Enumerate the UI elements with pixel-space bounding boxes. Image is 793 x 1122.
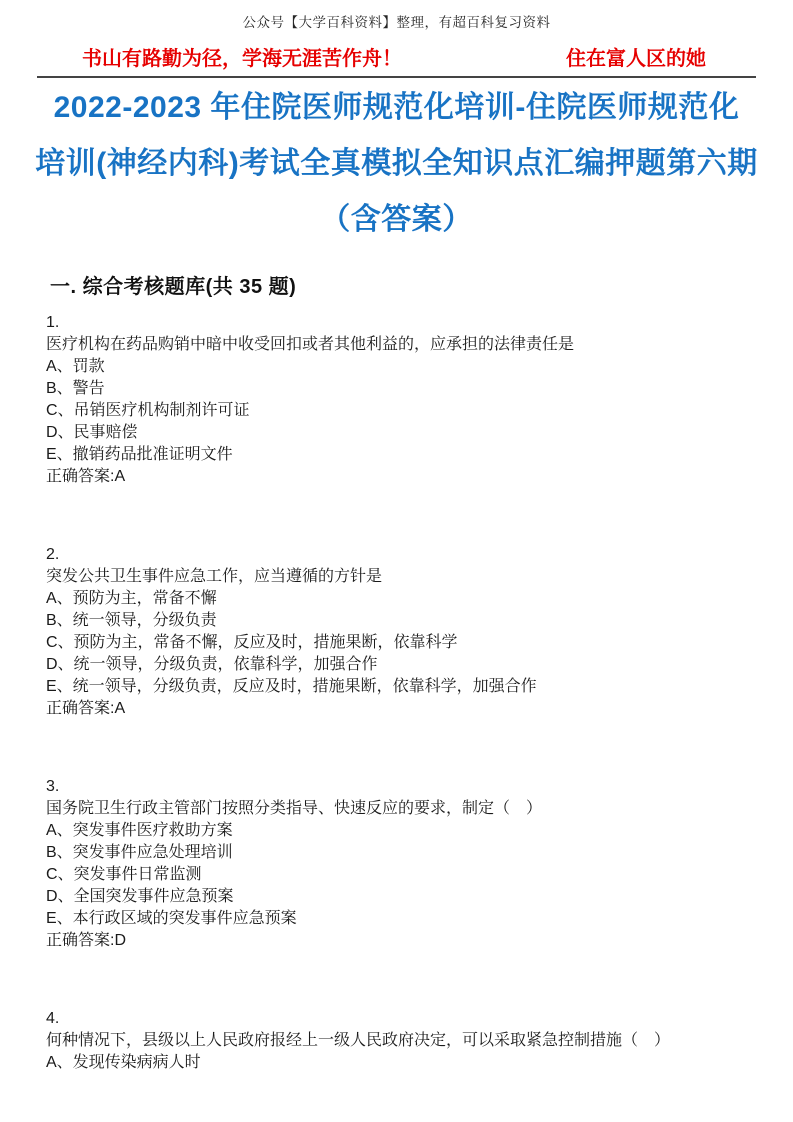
question-list xyxy=(46,312,763,1074)
question-option: E、本行政区域的突发事件应急预案 xyxy=(46,910,297,927)
question-number: 4. xyxy=(46,1010,60,1027)
question-option: D、统一领导，分级负责，依靠科学，加强合作 xyxy=(46,656,378,673)
question-answer: 正确答案:A xyxy=(46,468,126,485)
question-text: 国务院卫生行政主管部门按照分类指导、快速反应的要求，制定（ ） xyxy=(46,800,543,817)
question-option: A、罚款 xyxy=(46,358,105,375)
question-number: 1. xyxy=(46,314,60,331)
document-title-line2: 培训(神经内科)考试全真模拟全知识点汇编押题第六期 xyxy=(35,147,758,180)
question-option: B、警告 xyxy=(46,380,105,397)
question-block xyxy=(46,544,763,720)
question-text: 突发公共卫生事件应急工作，应当遵循的方针是 xyxy=(46,568,383,585)
motto-right: 住在富人区的她 xyxy=(566,48,706,70)
question-option: E、统一领导，分级负责，反应及时，措施果断，依靠科学，加强合作 xyxy=(46,678,537,695)
question-option: D、全国突发事件应急预案 xyxy=(46,888,234,905)
question-option: C、突发事件日常监测 xyxy=(46,866,202,883)
question-block xyxy=(46,312,763,488)
question-number: 3. xyxy=(46,778,60,795)
motto-left: 书山有路勤为径，学海无涯苦作舟！ xyxy=(82,48,402,70)
document-title-line3: （含答案） xyxy=(320,203,473,236)
document-title-line1: 2022-2023 年住院医师规范化培训-住院医师规范化 xyxy=(53,91,740,124)
section-heading: 一. 综合考核题库(共 35 题) xyxy=(50,276,297,298)
question-option: C、吊销医疗机构制剂许可证 xyxy=(46,402,250,419)
question-option: A、发现传染病病人时 xyxy=(46,1054,201,1071)
question-option: C、预防为主，常备不懈，反应及时，措施果断，依靠科学 xyxy=(46,634,458,651)
question-option: A、突发事件医疗救助方案 xyxy=(46,822,233,839)
motto-row xyxy=(82,48,706,71)
question-option: E、撤销药品批准证明文件 xyxy=(46,446,233,463)
question-answer: 正确答案:D xyxy=(46,932,127,949)
document-title xyxy=(0,80,793,248)
question-text: 医疗机构在药品购销中暗中收受回扣或者其他利益的，应承担的法律责任是 xyxy=(46,336,575,353)
question-option: B、统一领导，分级负责 xyxy=(46,612,217,629)
question-answer: 正确答案:A xyxy=(46,700,126,717)
question-number: 2. xyxy=(46,546,60,563)
question-block xyxy=(46,776,763,952)
question-text: 何种情况下，县级以上人民政府报经上一级人民政府决定，可以采取紧急控制措施（ ） xyxy=(46,1032,671,1049)
divider-line xyxy=(37,76,756,78)
question-option: A、预防为主，常备不懈 xyxy=(46,590,217,607)
question-option: B、突发事件应急处理培训 xyxy=(46,844,233,861)
header-note: 公众号【大学百科资料】整理，有超百科复习资料 xyxy=(242,15,551,30)
question-option: D、民事赔偿 xyxy=(46,424,138,441)
question-block xyxy=(46,1008,763,1074)
